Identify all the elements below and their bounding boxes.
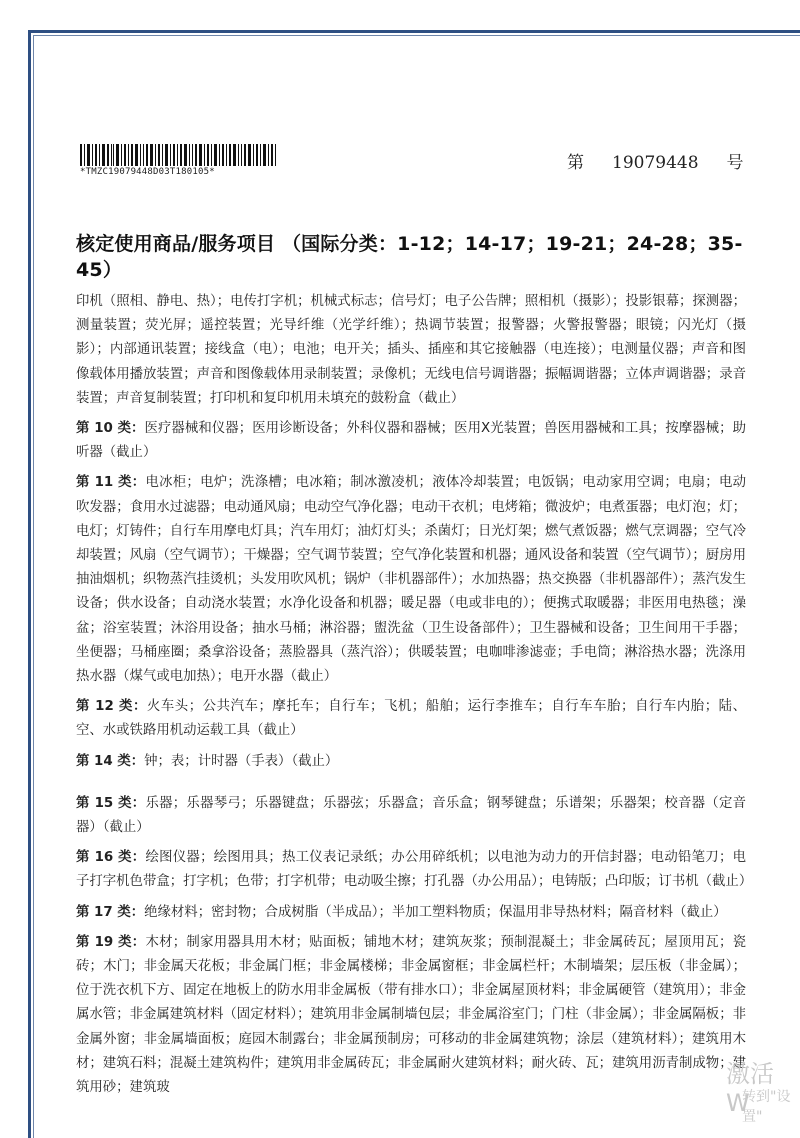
number-suffix: 号 (726, 153, 744, 173)
class-label: 第 12 类： (76, 699, 147, 715)
class-items: 乐器；乐器琴弓；乐器键盘；乐器弦；乐器盒；音乐盒；钢琴键盘；乐谱架；乐器架；校音器（定音器）（截止） (76, 795, 746, 836)
registration-number (567, 148, 744, 173)
class-paragraph (76, 901, 746, 925)
number-value: 19079448 (612, 153, 699, 173)
barcode (80, 144, 276, 166)
class-items: 火车头；公共汽车；摩托车；自行车；飞机；船舶；运行李推车；自行车车胎；自行车内胎；陆、空、水或铁路用机动运载工具（截止） (76, 699, 746, 739)
page-title: 核定使用商品/服务项目 （国际分类：1-12；14-17；19-21；24-28；35-45） (76, 233, 743, 281)
activation-watermark-hint: 转到"设置" (742, 1089, 791, 1125)
class-items: 绝缘材料；密封物；合成树脂（半成品）；半加工塑料物质；保温用非导热材料；隔音材料（截止） (144, 904, 727, 920)
number-prefix: 第 (567, 153, 584, 173)
class-label: 第 17 类： (76, 904, 145, 920)
class-paragraph (76, 471, 746, 689)
barcode-text: *TMZC19079448D03T180105* (80, 167, 215, 177)
class-label: 第 10 类： (76, 421, 145, 437)
class-paragraph (76, 931, 746, 1100)
class-paragraph (76, 417, 746, 465)
class-items: 木材；制家用器具用木材；贴面板；铺地木材；建筑灰浆；预制混凝土；非金属砖瓦；屋顶用瓦；瓷砖；木门；非金属天花板；非金属门框；非金属楼梯；非金属窗框；非金属栏杆；木制墙架；层压板（非金属）；位于洗衣机下方、固定在地板上的防水用非金属板（带有排水口）；非金属屋顶材料；非金属硬管（建筑用）；非金属水管；非金属建筑材料（固定材料）；建筑用非金属制墙包层；非金属浴室门；门柱（非金属）；非金属隔板；非金属外窗；非金属墙面板；庭园木制露台；非金属预制房；可移动的非金属建筑物；涂层（建筑材料）；建筑用木材；建筑石料；混凝土建筑构件；建筑用非金属砖瓦；非金属耐火建筑材料；耐火砖、瓦；建筑用沥青制成物；建筑用砂；建筑玻 (76, 934, 746, 1096)
class-paragraph (76, 846, 753, 894)
class-paragraph (76, 792, 746, 840)
class-items: 绘图仪器；绘图用具；热工仪表记录纸；办公用碎纸机；以电池为动力的开信封器；电动铅笔刀；电子打字机色带盒；打字机；色带；打字机带；电动吸尘擦；打孔器（办公用品）；电铸版；凸印版；订书机（截止） (76, 850, 753, 890)
class-label: 第 11 类： (76, 475, 146, 491)
class-label: 第 14 类： (76, 753, 145, 769)
class-items: 印机（照相、静电、热）；电传打字机；机械式标志；信号灯；电子公告牌；照相机（摄影）；投影银幕；探测器；测量装置；荧光屏；遥控装置；光导纤维（光学纤维）；热调节装置；报警器；火警报警器；眼镜；闪光灯（摄影）；内部通讯装置；接线盒（电）；电池；电开关；插头、插座和其它接触器（电连接）；电测量仪器；声音和图像载体用播放装置；声音和图像载体用录制装置；录像机；无线电信号调谐器；振幅调谐器；立体声调谐器；录音装置；声音复制装置；打印机和复印机用未填充的鼓粉盒（截止） (76, 294, 746, 406)
activation-watermark: 激活 W (726, 1060, 774, 1117)
class-items: 电冰柜；电炉；洗涤槽；电冰箱；制冰激凌机；液体冷却装置；电饭锅；电动家用空调；电扇；电动吹发器；食用水过滤器；电动通风扇；电动空气净化器；电动干衣机；电烤箱；微波炉；电煮蛋器；电灯泡；灯；电灯；灯铸件；自行车用摩电灯具；汽车用灯；油灯灯头；杀菌灯；日光灯架；燃气煮饭器；燃气烹调器；空气冷却装置；风扇（空气调节）；干燥器；空气调节装置；空气净化装置和机器；通风设备和装置（空气调节）；厨房用抽油烟机；织物蒸汽挂烫机；头发用吹风机；锅炉（非机器部件）；水加热器；热交换器（非机器部件）；蒸汽发生设备；供水设备；自动浇水装置；水净化设备和机器；暖足器（电或非电的）；便携式取暖器；非医用电热毯；澡盆；浴室装置；沐浴用设备；抽水马桶；淋浴器；盥洗盆（卫生设备部件）；卫生器械和设备；卫生间用干手器；坐便器；马桶座圈；桑拿浴设备；蒸脸器具（蒸汽浴）；供暖装置；电咖啡渗滤壶；手电筒；淋浴热水器；洗涤用热水器（煤气或电加热）；电开水器（截止） (76, 475, 746, 685)
class-items: 医疗器械和仪器；医用诊断设备；外科仪器和器械；医用X光装置；兽医用器械和工具；按摩器械；助听器（截止） (76, 421, 747, 461)
class-paragraph (76, 695, 746, 743)
class-label: 第 19 类： (76, 934, 146, 950)
class-paragraph (76, 750, 746, 774)
spacer (76, 780, 746, 792)
class-paragraph (76, 290, 746, 411)
class-label: 第 15 类： (76, 795, 146, 811)
class-items: 钟；表；计时器（手表）（截止） (144, 753, 339, 769)
class-label: 第 16 类： (76, 850, 146, 866)
goods-list (76, 290, 753, 1106)
